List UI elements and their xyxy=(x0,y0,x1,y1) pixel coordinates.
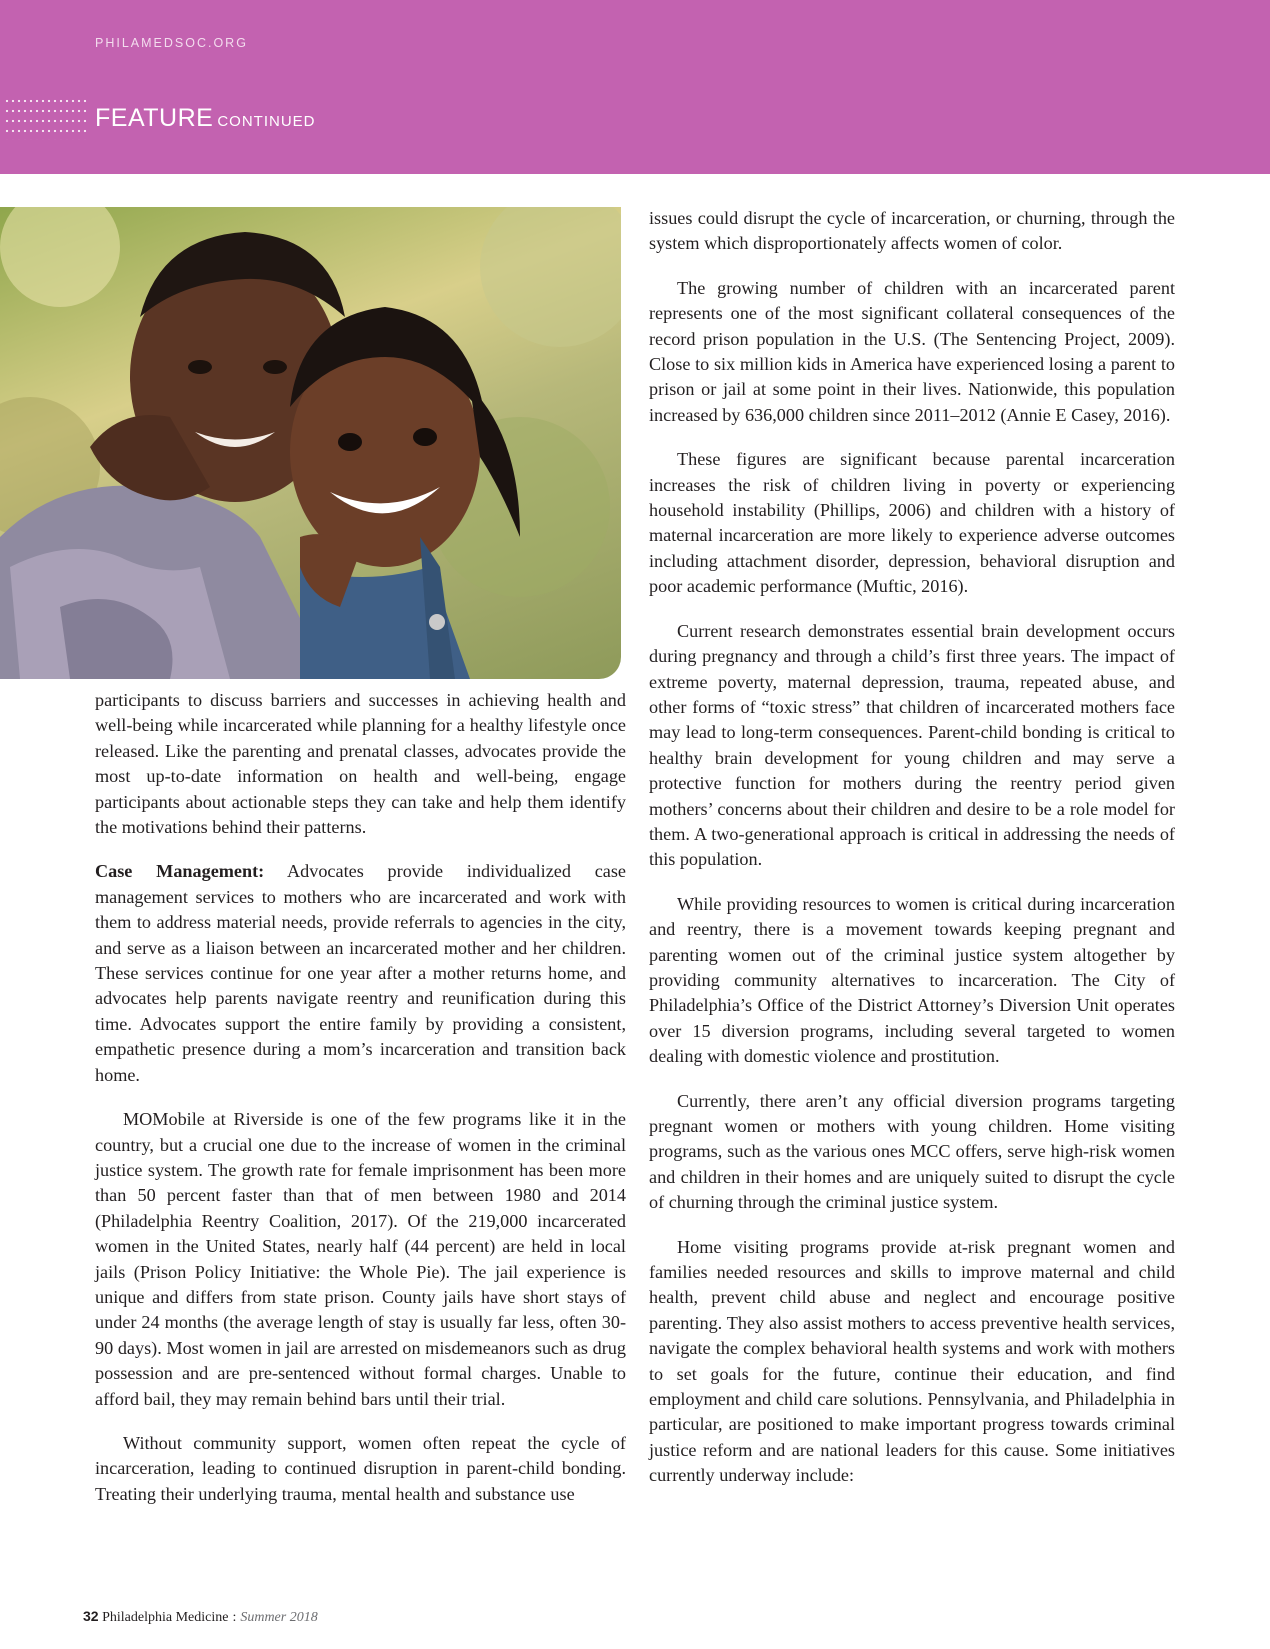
left-paragraph-1: participants to discuss barriers and successes in achieving health and well-being while incarcerated while planning for a healthy lifestyle once released. Like the parenting and prenatal classes, advocates provide the most up-to-date information on health and well-being, engage participants about actionable steps they can take and help them identify the motivations behind their patterns. xyxy=(95,690,626,838)
case-management-heading: Case Management: xyxy=(95,861,265,882)
dot-pattern-decoration xyxy=(4,96,88,140)
page-footer xyxy=(83,1608,318,1626)
right-paragraph-6: Currently, there aren’t any official diversion programs targeting pregnant women or mothers with young children. Home visiting programs, such as the various ones MCC offers, serve high-risk women and children in their homes and are uniquely suited to disrupt the cycle of churning through the criminal justice system. xyxy=(649,1090,1175,1213)
right-paragraph-4: Current research demonstrates essential brain development occurs during pregnancy and through a child’s first three years. The impact of extreme poverty, maternal depression, trauma, repeated abuse, and other forms of “toxic stress” that children of incarcerated mothers face may lead to long-term consequences. Parent-child bonding is critical to healthy brain development for young children and may serve a protective function for mothers during the reentry period given mothers’ concerns about their children and desire to be a role model for them. A two-generational approach is critical in addressing the needs of this population. xyxy=(649,620,1175,870)
right-paragraph-2: The growing number of children with an incarcerated parent represents one of the most significant collateral consequences of the record prison population in the U.S. (The Sentencing Project, 2009). Close to six million kids in America have experienced losing a parent to prison or jail at some point in their lives. Nationwide, this population increased by 636,000 children since 2011–2012 (Annie E Casey, 2016). xyxy=(649,277,1175,425)
right-paragraph-5: While providing resources to women is critical during incarceration and reentry, there is a movement towards keeping pregnant and parenting women out of the criminal justice system altogether by providing community alternatives to incarceration. The City of Philadelphia’s Office of the District Attorney’s Diversion Unit operates over 15 diversion programs, including several targeted to women dealing with domestic violence and prostitution. xyxy=(649,893,1175,1067)
site-url[interactable]: PHILAMEDSOC.ORG xyxy=(95,36,248,50)
issue-date: Summer 2018 xyxy=(240,1610,318,1625)
right-paragraph-7: Home visiting programs provide at-risk pregnant women and families needed resources and skills to improve maternal and child health, prevent child abuse and neglect and encourage positive parenting. They also assist mothers to access preventive health services, navigate the complex behavioral health systems and work with mothers to set goals for the future, continue their education, and find employment and child care solutions. Pennsylvania, and Philadelphia in particular, are positioned to make important progress towards criminal justice reform and are national leaders for this cause. Some initiatives currently underway include: xyxy=(649,1236,1175,1486)
left-paragraph-2 xyxy=(95,859,626,1088)
page-number: 32 xyxy=(83,1608,99,1624)
left-column xyxy=(95,688,626,1526)
section-name: FEATURE xyxy=(95,104,214,132)
section-title xyxy=(95,104,316,133)
section-suffix: CONTINUED xyxy=(217,113,316,130)
footer-separator: : xyxy=(232,1610,237,1625)
right-column xyxy=(649,206,1175,1508)
left-paragraph-4: Without community support, women often repeat the cycle of incarceration, leading to continued disruption in parent-child bonding. Treating their underlying trauma, mental health and substance use xyxy=(95,1432,626,1504)
publication-name: Philadelphia Medicine xyxy=(102,1610,229,1625)
header-banner xyxy=(0,0,1270,174)
left-paragraph-3: MOMobile at Riverside is one of the few programs like it in the country, but a crucial one due to the increase of women in the criminal justice system. The growth rate for female imprisonment has been more than 50 percent faster than that of men between 1980 and 2014 (Philadelphia Reentry Coalition, 2017). Of the 219,000 incarcerated women in the United States, nearly half (44 percent) are held in local jails (Prison Policy Initiative: the Whole Pie). The jail experience is unique and differs from state prison. County jails have short stays of under 24 months (the average length of stay is usually far less, often 30-90 days). Most women in jail are arrested on misdemeanors such as drug possession and are pre-sentenced without formal charges. Unable to afford bail, they may remain behind bars until their trial. xyxy=(95,1109,626,1409)
mother-daughter-photo xyxy=(0,207,621,679)
right-paragraph-1: issues could disrupt the cycle of incarceration, or churning, through the system which disproportionately affects women of color. xyxy=(649,208,1175,254)
right-paragraph-3: These figures are significant because parental incarceration increases the risk of children living in poverty or experiencing household instability (Phillips, 2006) and children with a history of maternal incarceration are more likely to experience adverse outcomes including attachment disorder, depression, behavioral disruption and poor academic performance (Muftic, 2016). xyxy=(649,449,1175,597)
case-management-text: Advocates provide individualized case management services to mothers who are incarcerated and work with them to address material needs, provide referrals to agencies in the city, and serve as a liaison between an incarcerated mother and her children. These services continue for one year after a mother returns home, and advocates help parents navigate reentry and reunification during this time. Advocates support the entire family by providing a consistent, empathetic presence during a mom’s incarceration and transition back home. xyxy=(95,861,626,1085)
